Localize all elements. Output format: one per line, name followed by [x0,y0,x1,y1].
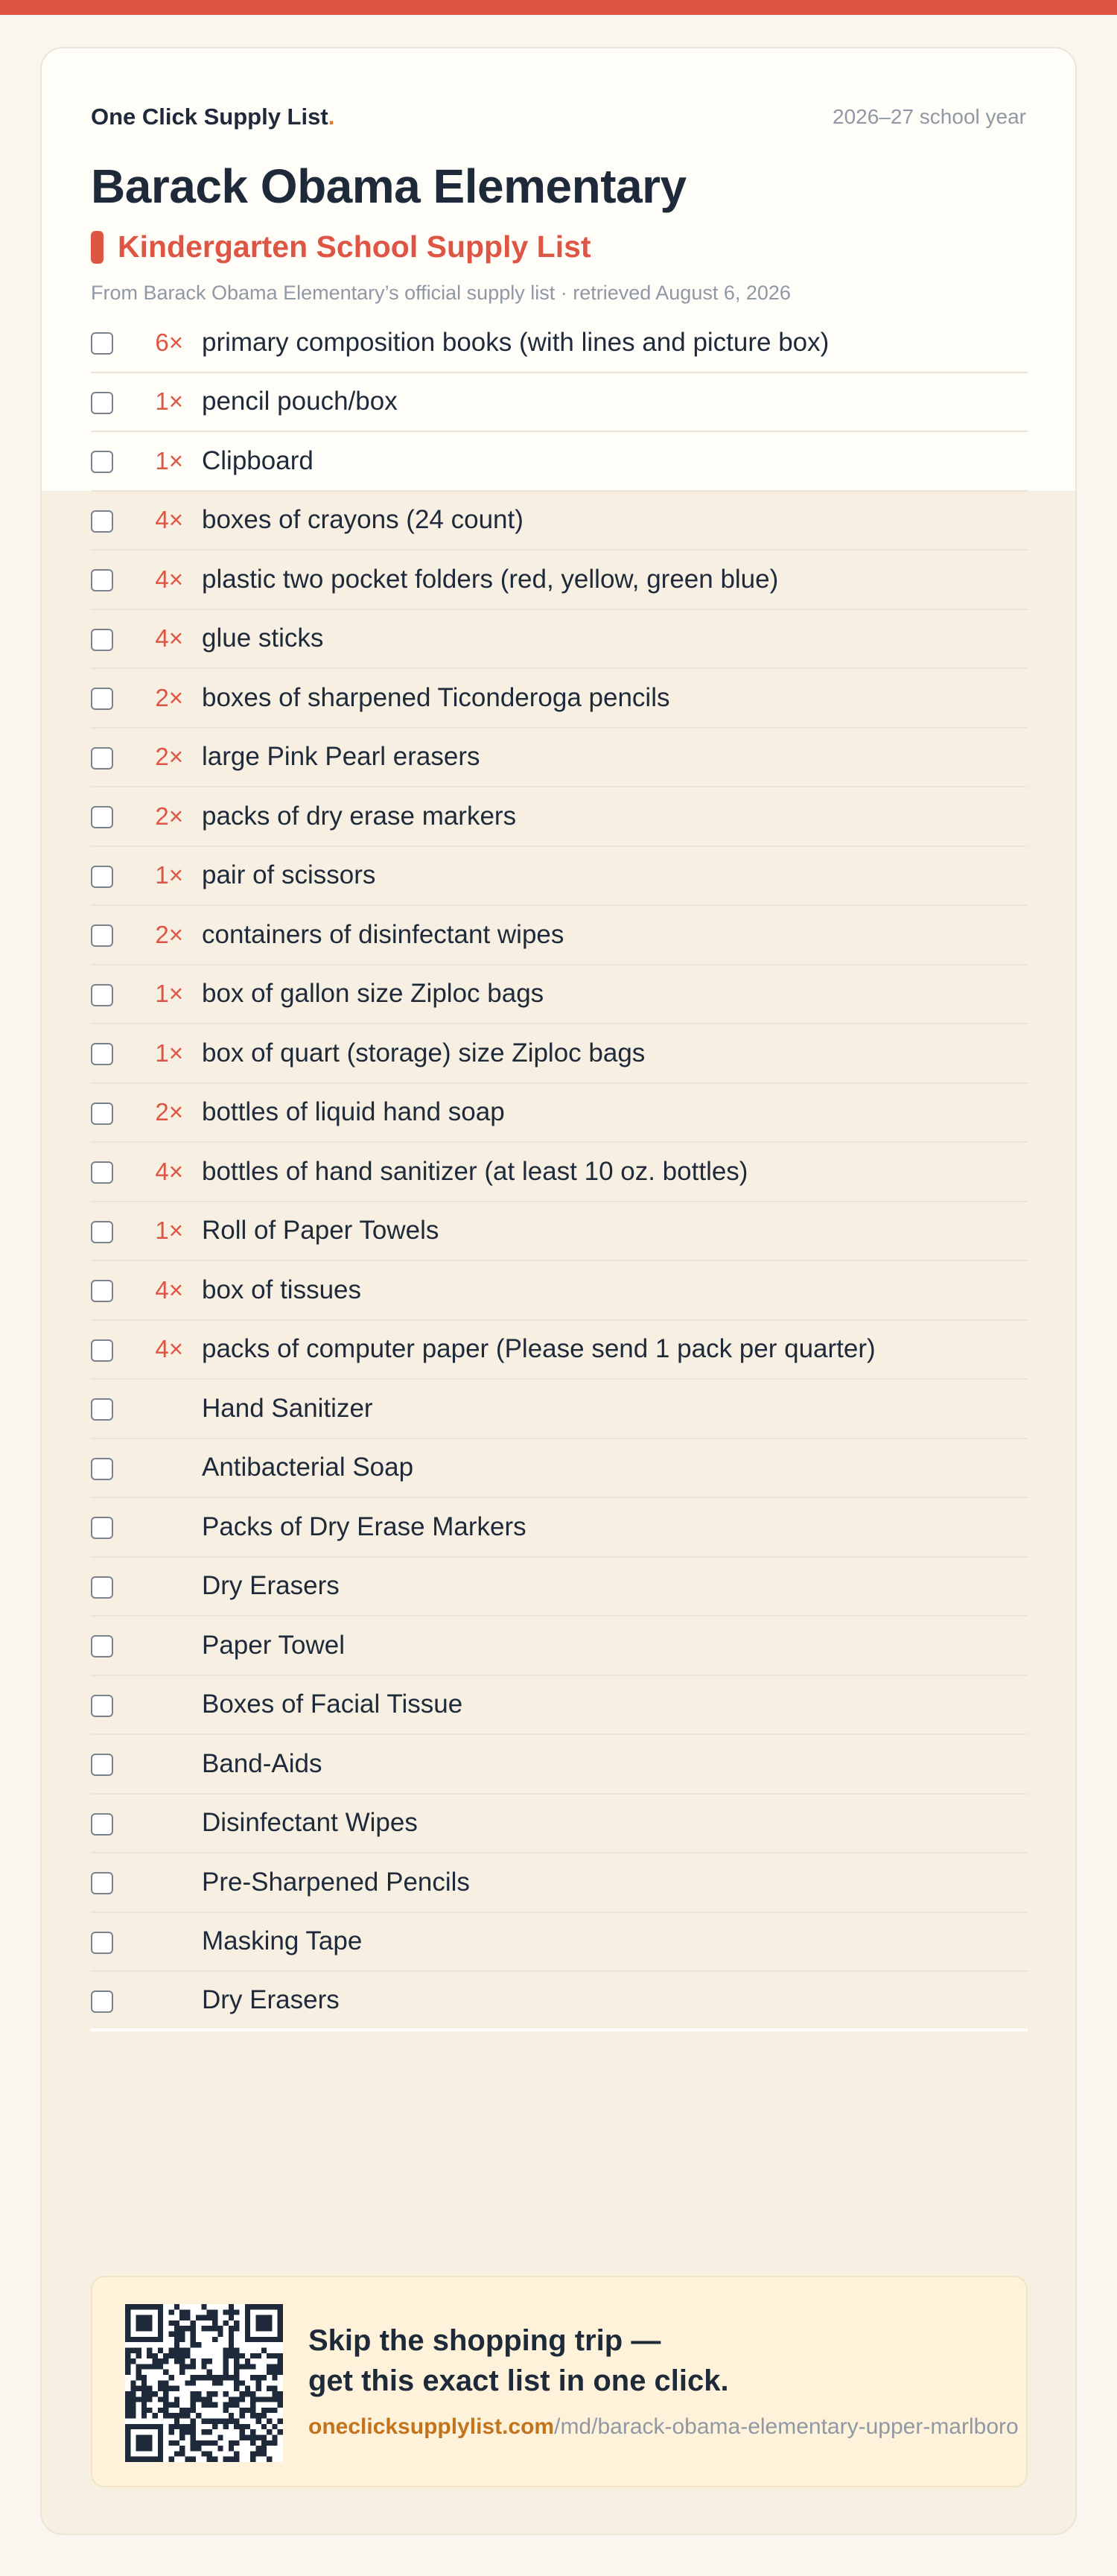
item-checkbox[interactable] [91,1103,113,1125]
brand-logo[interactable] [91,104,334,130]
promo-heading [308,2320,729,2401]
item-quantity: 4× [155,1335,183,1363]
list-item [91,965,1028,1025]
item-text: primary composition books (with lines and picture box) [202,327,830,357]
school-year: 2026–27 school year [833,105,1026,128]
item-text: box of tissues [202,1275,361,1304]
brand-dot: . [328,104,335,130]
item-checkbox[interactable] [91,1576,113,1599]
item-quantity: 2× [155,743,183,771]
item-checkbox[interactable] [91,1161,113,1184]
item-text: pencil pouch/box [202,387,398,416]
list-item [91,1795,1028,1854]
item-checkbox[interactable] [91,1872,113,1894]
promo-url-path: /md/barack-obama-elementary-upper-marlboro [554,2414,1019,2439]
list-item [91,1558,1028,1617]
list-item [91,1735,1028,1795]
item-text: boxes of sharpened Ticonderoga pencils [202,682,670,712]
item-quantity: 1× [155,1038,183,1067]
item-text: box of gallon size Ziploc bags [202,979,544,1009]
list-item [91,610,1028,670]
item-checkbox[interactable] [91,747,113,770]
list-item [91,1143,1028,1202]
item-checkbox[interactable] [91,924,113,947]
item-text: Band-Aids [202,1748,322,1778]
item-quantity: 2× [155,802,183,830]
list-item [91,1084,1028,1143]
item-checkbox[interactable] [91,1754,113,1776]
list-item [91,847,1028,907]
promo-heading-line1: Skip the shopping trip — [308,2324,661,2357]
item-text: containers of disinfectant wipes [202,919,564,949]
item-checkbox[interactable] [91,1932,113,1954]
item-checkbox[interactable] [91,1280,113,1302]
list-item [91,1202,1028,1262]
top-accent-bar [0,0,1117,15]
item-text: Packs of Dry Erase Markers [202,1511,526,1541]
item-text: Dry Erasers [202,1985,340,2014]
item-checkbox[interactable] [91,984,113,1006]
item-quantity: 4× [155,1157,183,1185]
item-quantity: 4× [155,565,183,593]
list-item [91,787,1028,847]
item-quantity: 1× [155,980,183,1008]
item-checkbox[interactable] [91,1398,113,1421]
item-quantity: 1× [155,446,183,475]
item-quantity: 6× [155,328,183,356]
item-quantity: 2× [155,1098,183,1126]
item-quantity: 2× [155,920,183,948]
item-quantity: 1× [155,387,183,416]
item-checkbox[interactable] [91,1990,113,2013]
item-text: box of quart (storage) size Ziploc bags [202,1038,646,1067]
supply-list [91,314,1028,2031]
item-text: Masking Tape [202,1926,363,1956]
item-text: pair of scissors [202,860,376,890]
item-text: plastic two pocket folders (red, yellow, green blue) [202,564,779,594]
item-checkbox[interactable] [91,866,113,888]
item-checkbox[interactable] [91,806,113,828]
list-item [91,432,1028,492]
page-subtitle: Kindergarten School Supply List [118,229,591,264]
list-item [91,1972,1028,2031]
promo-box [91,2276,1028,2487]
item-text: Boxes of Facial Tissue [202,1690,463,1719]
item-checkbox[interactable] [91,332,113,355]
item-text: bottles of hand sanitizer (at least 10 oz. bottles) [202,1156,748,1186]
item-checkbox[interactable] [91,688,113,710]
list-item [91,669,1028,729]
list-item [91,492,1028,551]
item-text: Dry Erasers [202,1571,340,1601]
item-text: glue sticks [202,624,324,653]
qr-code-icon[interactable] [125,2304,283,2462]
item-checkbox[interactable] [91,392,113,414]
list-item [91,1676,1028,1736]
promo-url-domain: oneclicksupplylist.com [308,2414,555,2439]
page-title: Barack Obama Elementary [91,159,687,213]
list-item [91,1321,1028,1380]
promo-heading-line2: get this exact list in one click. [308,2364,729,2397]
item-text: bottles of liquid hand soap [202,1097,505,1127]
supply-list-card [40,47,1077,2535]
item-checkbox[interactable] [91,569,113,591]
item-checkbox[interactable] [91,1517,113,1539]
list-item [91,1913,1028,1973]
list-item [91,1439,1028,1499]
item-text: packs of dry erase markers [202,801,517,831]
source-note: From Barack Obama Elementary’s official supply list · retrieved August 6, 2026 [91,282,791,304]
item-text: packs of computer paper (Please send 1 pack per quarter) [202,1334,876,1364]
list-item [91,314,1028,373]
item-text: Antibacterial Soap [202,1453,414,1482]
list-item [91,1498,1028,1558]
item-quantity: 2× [155,683,183,711]
list-item [91,1853,1028,1913]
item-text: Pre-Sharpened Pencils [202,1867,470,1897]
list-item [91,373,1028,433]
list-item [91,1617,1028,1676]
item-text: Roll of Paper Towels [202,1216,439,1246]
list-item [91,906,1028,965]
item-checkbox[interactable] [91,1695,113,1717]
item-checkbox[interactable] [91,1043,113,1065]
item-text: large Pink Pearl erasers [202,742,480,772]
list-item [91,1380,1028,1439]
item-text: Disinfectant Wipes [202,1808,418,1838]
list-item [91,1024,1028,1084]
item-text: Clipboard [202,445,314,475]
item-checkbox[interactable] [91,629,113,651]
list-item [91,551,1028,610]
item-checkbox[interactable] [91,510,113,533]
item-quantity: 4× [155,506,183,534]
subtitle-accent-bar [91,231,104,264]
item-text: boxes of crayons (24 count) [202,505,524,535]
item-text: Paper Towel [202,1630,345,1660]
item-checkbox[interactable] [91,1635,113,1657]
item-checkbox[interactable] [91,1221,113,1243]
promo-link[interactable] [308,2414,1019,2440]
item-quantity: 4× [155,1275,183,1304]
item-quantity: 1× [155,1216,183,1245]
item-checkbox[interactable] [91,451,113,473]
item-quantity: 1× [155,861,183,889]
item-checkbox[interactable] [91,1813,113,1836]
item-checkbox[interactable] [91,1458,113,1480]
brand-name: One Click Supply List [91,104,328,130]
list-item [91,1261,1028,1321]
item-quantity: 4× [155,624,183,653]
list-item [91,729,1028,788]
item-checkbox[interactable] [91,1339,113,1362]
item-text: Hand Sanitizer [202,1393,373,1423]
